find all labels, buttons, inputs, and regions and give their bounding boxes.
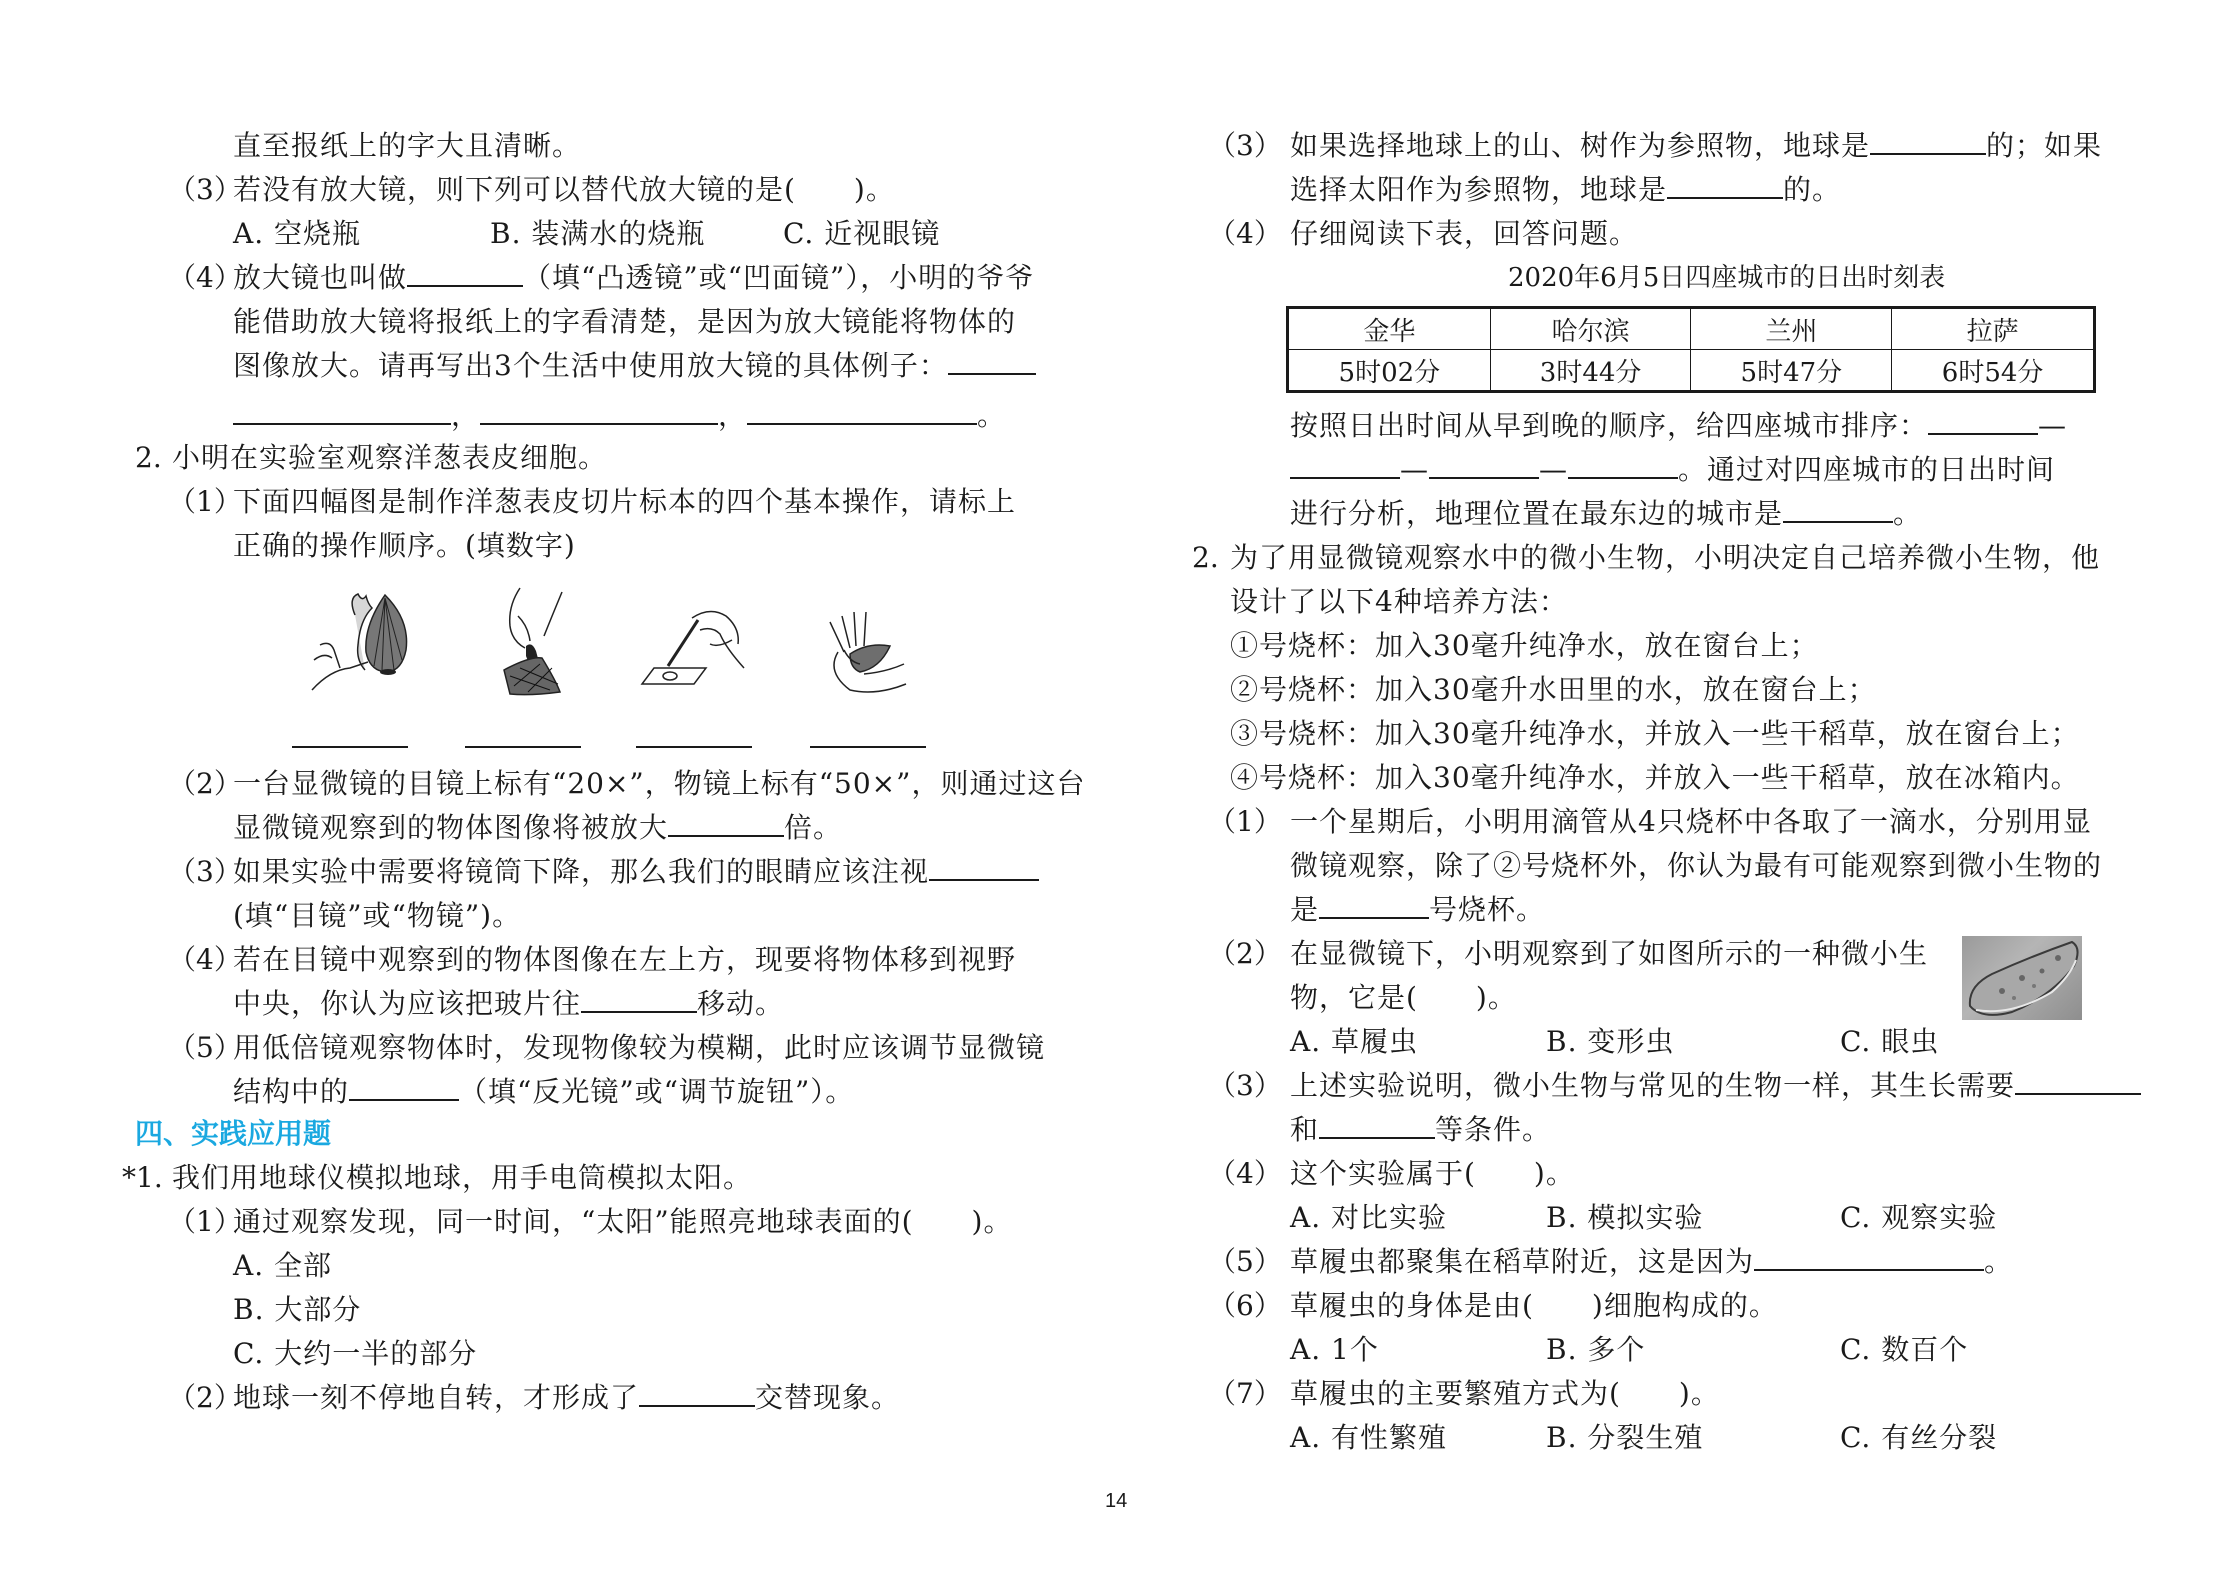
question-text: 一个星期后，小明用滴管从4只烧杯中各取了一滴水，分别用显: [1290, 805, 2092, 838]
question-text: [233, 808, 842, 848]
option-c[interactable]: C. 有丝分裂: [1840, 1421, 1998, 1454]
option-a[interactable]: A. 全部: [233, 1249, 333, 1282]
dash: —: [2038, 409, 2068, 442]
answer-blank[interactable]: [1754, 1243, 1984, 1271]
dash: —: [1539, 453, 1568, 486]
question-number: （2）: [168, 767, 242, 800]
item-text: 我们用地球仪模拟地球，用手电筒模拟太阳。: [172, 1161, 753, 1194]
answer-blank[interactable]: [581, 985, 697, 1013]
question-text: [233, 1072, 854, 1112]
text-segment: 按照日出时间从早到晚的顺序，给四座城市排序：: [1290, 409, 1929, 442]
separator: ，: [718, 399, 748, 432]
question-number: （6）: [1208, 1289, 1282, 1322]
answer-blank[interactable]: [929, 853, 1039, 881]
question-text: [233, 346, 1036, 386]
question-text: 通过观察发现，同一时间，“太阳”能照亮地球表面的( )。: [233, 1205, 1013, 1238]
question-number: （3）: [1208, 129, 1282, 162]
answer-blank[interactable]: [233, 397, 451, 425]
question-text: [1290, 890, 1545, 930]
question-text: [1290, 126, 2102, 166]
table-row: [1288, 350, 2095, 392]
text-segment: 移动。: [697, 987, 785, 1020]
page-number: 14: [1105, 1490, 1128, 1512]
text-segment: 进行分析，地理位置在最东边的城市是: [1290, 497, 1784, 530]
option-b[interactable]: B. 分裂生殖: [1546, 1421, 1704, 1454]
answer-line-row: [233, 396, 1006, 436]
option-a[interactable]: A. 空烧瓶: [233, 217, 362, 250]
table-cell: 5时47分: [1691, 350, 1892, 392]
order-blank-2[interactable]: [465, 746, 581, 748]
text-segment: 交替现象。: [755, 1381, 901, 1414]
text-segment: 如果选择地球上的山、树作为参照物，地球是: [1290, 129, 1871, 162]
question-number: （1）: [168, 485, 242, 518]
text-segment: 显微镜观察到的物体图像将被放大: [233, 811, 669, 844]
continuation-line: 直至报纸上的字大且清晰。: [233, 129, 582, 162]
option-a[interactable]: A. 对比实验: [1290, 1201, 1448, 1234]
onion-peeling-figure: [310, 590, 420, 695]
text-segment: 上述实验说明，微小生物与常见的生物一样，其生长需要: [1290, 1069, 2016, 1102]
separator: ，: [451, 399, 481, 432]
answer-blank[interactable]: [1290, 451, 1400, 479]
answer-blank[interactable]: [480, 397, 718, 425]
table-header-cell: 兰州: [1691, 308, 1892, 350]
dropper-slide-figure: [640, 608, 760, 694]
answer-blank[interactable]: [668, 809, 784, 837]
question-text: 在显微镜下，小明观察到了如图所示的一种微小生: [1290, 937, 1929, 970]
method-item: ④号烧杯：加入30毫升纯净水，并放入一些干稻草，放在冰箱内。: [1230, 761, 2080, 794]
question-text: 用低倍镜观察物体时，发现物像较为模糊，此时应该调节显微镜: [233, 1031, 1046, 1064]
text-segment: 号烧杯。: [1429, 893, 1546, 926]
period: 。: [977, 399, 1007, 432]
option-b[interactable]: B. 装满水的烧瓶: [490, 217, 706, 250]
question-text: 若没有放大镜，则下列可以替代放大镜的是( )。: [233, 173, 895, 206]
paramecium-photo: [1962, 936, 2082, 1020]
question-number: （3）: [168, 855, 242, 888]
option-a[interactable]: A. 1个: [1290, 1333, 1379, 1366]
question-text: (填“目镜”或“物镜”)。: [233, 899, 522, 932]
table-header-cell: 金华: [1288, 308, 1491, 350]
table-cell: 3时44分: [1490, 350, 1691, 392]
question-text: [233, 258, 1034, 298]
item-text: 设计了以下4种培养方法：: [1230, 585, 1568, 618]
item-text: 小明在实验室观察洋葱表皮细胞。: [172, 441, 608, 474]
table-title: 2020年6月5日四座城市的日出时刻表: [1508, 263, 1946, 293]
order-blank-4[interactable]: [810, 746, 926, 748]
option-a[interactable]: A. 有性繁殖: [1290, 1421, 1448, 1454]
item-number: 2.: [135, 441, 162, 474]
option-a[interactable]: A. 草履虫: [1290, 1025, 1419, 1058]
option-b[interactable]: B. 模拟实验: [1546, 1201, 1704, 1234]
question-text: [233, 1378, 900, 1418]
table-header-cell: 哈尔滨: [1490, 308, 1691, 350]
question-text: 微镜观察，除了②号烧杯外，你认为最有可能观察到微小生物的: [1290, 849, 2103, 882]
question-text: 草履虫的主要繁殖方式为( )。: [1290, 1377, 1720, 1410]
text-segment: 如果实验中需要将镜筒下降，那么我们的眼睛应该注视: [233, 855, 930, 888]
text-segment: 草履虫都聚集在稻草附近，这是因为: [1290, 1245, 1755, 1278]
text-segment: （填“凸透镜”或“凹面镜”），小明的爷爷: [523, 261, 1035, 294]
option-b[interactable]: B. 变形虫: [1546, 1025, 1675, 1058]
question-text: 仔细阅读下表，回答问题。: [1290, 217, 1639, 250]
answer-blank[interactable]: [639, 1379, 755, 1407]
text-segment: 的；如果: [1986, 129, 2103, 162]
text-segment: 。: [1984, 1245, 2014, 1278]
option-b[interactable]: B. 大部分: [233, 1293, 362, 1326]
option-c[interactable]: C. 眼虫: [1840, 1025, 1940, 1058]
text-segment: 地球一刻不停地自转，才形成了: [233, 1381, 640, 1414]
text-segment: 结构中的: [233, 1075, 350, 1108]
question-text: [1290, 1066, 2141, 1106]
question-text: [1290, 450, 2055, 490]
question-text: 下面四幅图是制作洋葱表皮切片标本的四个基本操作，请标上: [233, 485, 1017, 518]
text-segment: 是: [1290, 893, 1320, 926]
text-segment: （填“反光镜”或“调节旋钮”）。: [459, 1075, 855, 1108]
question-text: 若在目镜中观察到的物体图像在左上方，现要将物体移到视野: [233, 943, 1017, 976]
item-number: 2.: [1192, 541, 1219, 574]
text-segment: 中央，你认为应该把玻片往: [233, 987, 582, 1020]
text-segment: 。通过对四座城市的日出时间: [1678, 453, 2056, 486]
question-text: [233, 984, 784, 1024]
text-segment: 倍。: [784, 811, 843, 844]
option-c[interactable]: C. 大约一半的部分: [233, 1337, 478, 1370]
question-number: （4）: [168, 261, 242, 294]
question-text: 正确的操作顺序。(填数字): [233, 529, 576, 562]
table-header-cell: 拉萨: [1892, 308, 2095, 350]
question-number: （4）: [1208, 217, 1282, 250]
question-text: [1290, 1242, 2013, 1282]
option-c[interactable]: C. 数百个: [1840, 1333, 1969, 1366]
text-segment: 选择太阳作为参照物，地球是: [1290, 173, 1668, 206]
order-blank-1[interactable]: [292, 746, 408, 748]
answer-blank[interactable]: [1667, 171, 1783, 199]
question-text: [1290, 406, 2067, 446]
answer-blank[interactable]: [2015, 1067, 2141, 1095]
question-text: [1290, 494, 1922, 534]
table-cell: 5时02分: [1288, 350, 1491, 392]
answer-blank[interactable]: [349, 1073, 459, 1101]
section-heading: 四、实践应用题: [135, 1117, 332, 1150]
order-blank-3[interactable]: [636, 746, 752, 748]
question-number: （1）: [168, 1205, 242, 1238]
question-number: （3）: [168, 173, 242, 206]
answer-blank[interactable]: [1783, 495, 1893, 523]
table-header-row: [1288, 308, 2095, 350]
answer-blank[interactable]: [747, 397, 977, 425]
question-number: （2）: [1208, 937, 1282, 970]
method-item: ①号烧杯：加入30毫升纯净水，放在窗台上；: [1230, 629, 1819, 662]
question-text: 能借助放大镜将报纸上的字看清楚，是因为放大镜能将物体的: [233, 305, 1017, 338]
table-cell: 6时54分: [1892, 350, 2095, 392]
question-number: （7）: [1208, 1377, 1282, 1410]
question-text: [1290, 1110, 1551, 1150]
text-segment: 等条件。: [1435, 1113, 1552, 1146]
answer-blank[interactable]: [1319, 891, 1429, 919]
option-c[interactable]: C. 近视眼镜: [783, 217, 941, 250]
method-item: ③号烧杯：加入30毫升纯净水，并放入一些干稻草，放在窗台上；: [1230, 717, 2080, 750]
answer-blank[interactable]: [1928, 407, 2038, 435]
question-number: （4）: [168, 943, 242, 976]
text-segment: 的。: [1783, 173, 1842, 206]
question-number: （2）: [168, 1381, 242, 1414]
answer-blank[interactable]: [1319, 1111, 1435, 1139]
question-number: （5）: [1208, 1245, 1282, 1278]
sunrise-table: [1286, 306, 2096, 393]
item-text: 为了用显微镜观察水中的微小生物，小明决定自己培养微小生物，他: [1230, 541, 2101, 574]
question-text: 一台显微镜的目镜上标有“20×”，物镜上标有“50×”，则通过这台: [233, 767, 1086, 800]
question-number: （5）: [168, 1031, 242, 1064]
peeling-film-figure: [500, 586, 580, 698]
option-b[interactable]: B. 多个: [1546, 1333, 1646, 1366]
question-number: （4）: [1208, 1157, 1282, 1190]
text-segment: 和: [1290, 1113, 1320, 1146]
dash: —: [1400, 453, 1429, 486]
question-text: [233, 852, 1039, 892]
question-text: 这个实验属于( )。: [1290, 1157, 1575, 1190]
answer-blank[interactable]: [407, 259, 523, 287]
answer-blank[interactable]: [1870, 127, 1986, 155]
question-text: 草履虫的身体是由( )细胞构成的。: [1290, 1289, 1778, 1322]
pressing-film-figure: [820, 612, 910, 696]
question-number: （1）: [1208, 805, 1282, 838]
answer-blank[interactable]: [1568, 451, 1678, 479]
answer-blank[interactable]: [948, 347, 1036, 375]
text-segment: 。: [1893, 497, 1923, 530]
answer-blank[interactable]: [1429, 451, 1539, 479]
question-text: 物，它是( )。: [1290, 981, 1517, 1014]
text-segment: 放大镜也叫做: [233, 261, 408, 294]
question-number: （3）: [1208, 1069, 1282, 1102]
text-segment: 图像放大。请再写出3个生活中使用放大镜的具体例子：: [233, 349, 948, 382]
method-item: ②号烧杯：加入30毫升水田里的水，放在窗台上；: [1230, 673, 1877, 706]
paramecium-image: [1962, 936, 2082, 1020]
item-number: *1.: [122, 1161, 163, 1194]
option-c[interactable]: C. 观察实验: [1840, 1201, 1998, 1234]
question-text: [1290, 170, 1841, 210]
